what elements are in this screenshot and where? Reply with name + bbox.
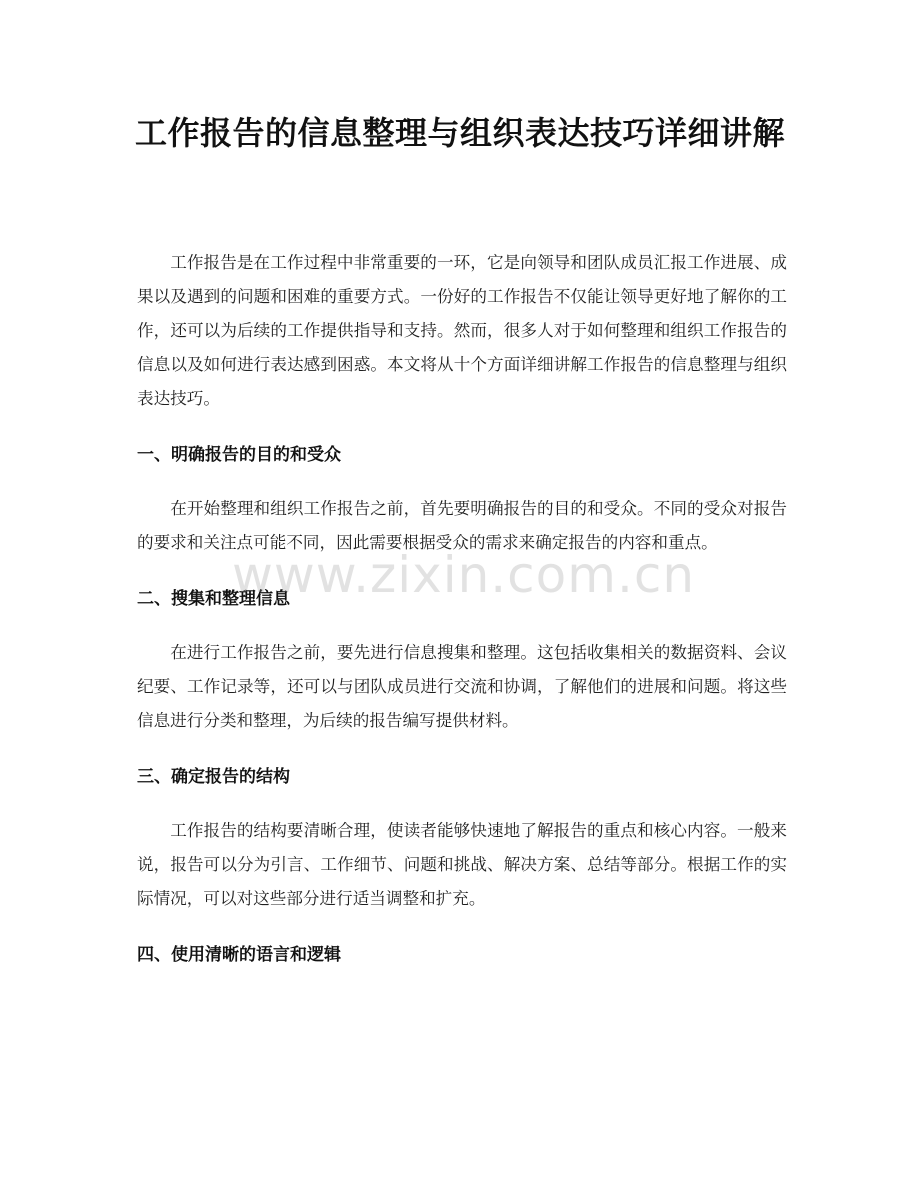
section-heading-2: 二、搜集和整理信息 xyxy=(137,589,290,609)
document-title: 工作报告的信息整理与组织表达技巧详细讲解 xyxy=(134,114,785,152)
section-heading-4: 四、使用清晰的语言和逻辑 xyxy=(137,945,341,965)
spacer xyxy=(137,794,787,814)
spacer xyxy=(137,916,787,938)
intro-paragraph: 工作报告是在工作过程中非常重要的一环，它是向领导和团队成员汇报工作进展、成果以及遇到的问题和困难的重要方式。一份好的工作报告不仅能让领导更好地了解你的工作，还可以为后续的工作提供指导和支持。然而，很多人对于如何整理和组织工作报告的信息以及如何进行表达感到困惑。本文将从十个方面详细讲解工作报告的信息整理与组织表达技巧。 xyxy=(137,253,787,408)
section-heading-1: 一、明确报告的目的和受众 xyxy=(137,445,341,465)
section-body-1: 在开始整理和组织工作报告之前，首先要明确报告的目的和受众。不同的受众对报告的要求和关注点可能不同，因此需要根据受众的需求来确定报告的内容和重点。 xyxy=(137,499,787,552)
section-body-2: 在进行工作报告之前，要先进行信息搜集和整理。这包括收集相关的数据资料、会议纪要、工作记录等，还可以与团队成员进行交流和协调，了解他们的进展和问题。将这些信息进行分类和整理，为后续的报告编写提供材料。 xyxy=(137,643,787,730)
section-heading-3: 三、确定报告的结构 xyxy=(137,767,290,787)
spacer xyxy=(137,616,787,636)
document-body xyxy=(137,246,787,972)
section-body-3: 工作报告的结构要清晰合理，使读者能够快速地了解报告的重点和核心内容。一般来说，报告可以分为引言、工作细节、问题和挑战、解决方案、总结等部分。根据工作的实际情况，可以对这些部分进行适当调整和扩充。 xyxy=(137,821,787,908)
spacer xyxy=(137,738,787,760)
watermark: www.zixin.com.cn xyxy=(232,546,696,604)
spacer xyxy=(137,472,787,492)
spacer xyxy=(137,560,787,582)
spacer xyxy=(137,416,787,438)
